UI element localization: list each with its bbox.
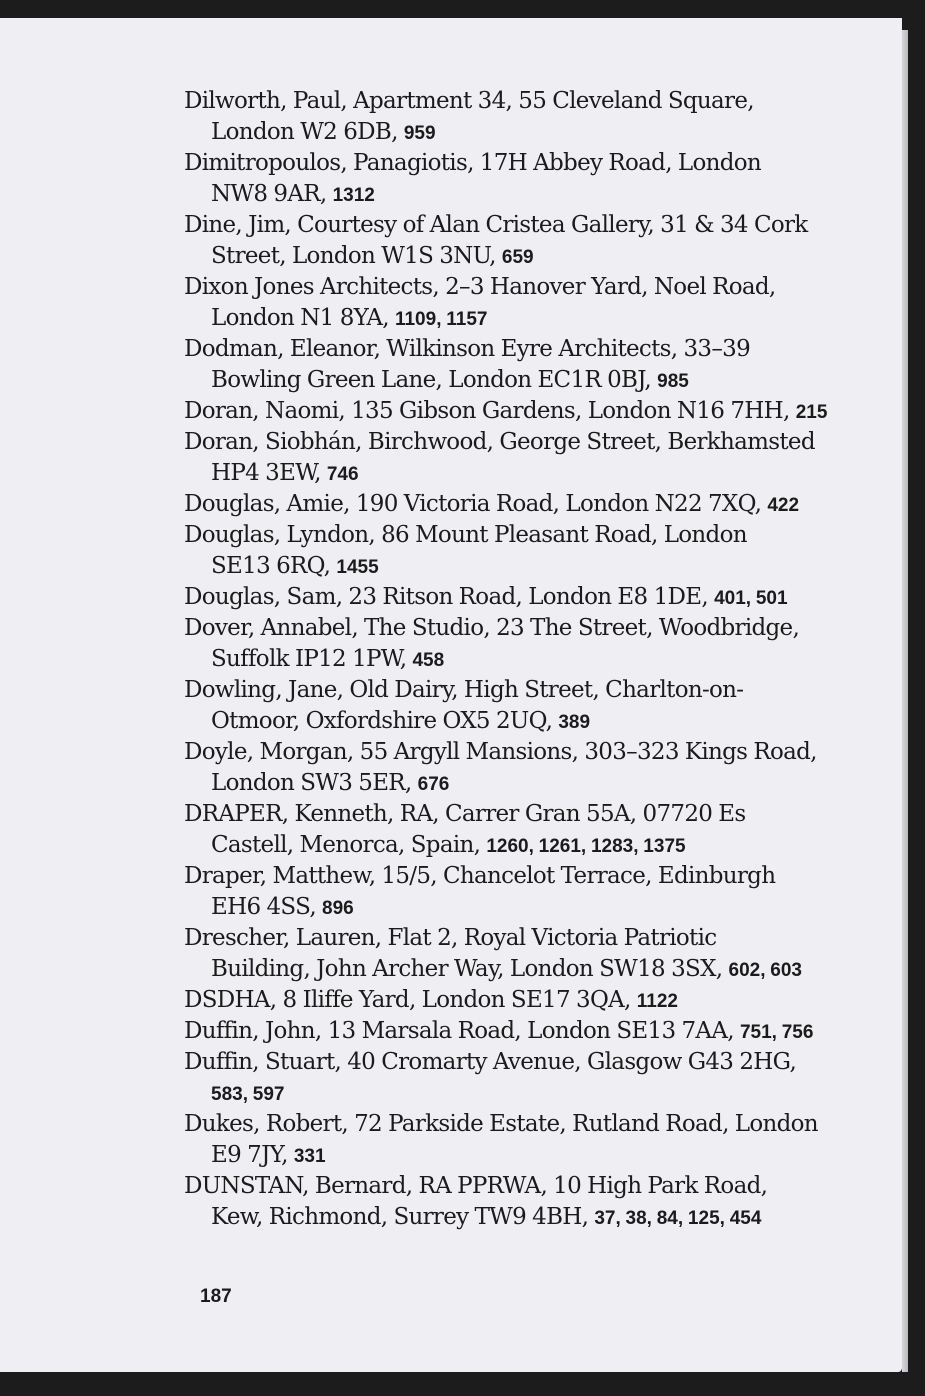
entry-continuation-line: [184, 1202, 804, 1233]
entry-text: Drescher, Lauren, Flat 2, Royal Victoria Patriotic: [184, 925, 717, 951]
entry-text: Suffolk IP12 1PW,: [211, 646, 413, 672]
entry-text: Draper, Matthew, 15/5, Chancelot Terrace, Edinburgh: [184, 863, 776, 889]
entry-line: [184, 86, 804, 117]
page-edge: [902, 30, 908, 1372]
index-entry: [184, 923, 804, 985]
entry-text: Dukes, Robert, 72 Parkside Estate, Rutland Road, London: [184, 1111, 818, 1137]
entry-text: Building, John Archer Way, London SW18 3SX,: [211, 956, 729, 982]
entry-continuation-line: [184, 458, 804, 489]
index-entry: [184, 210, 808, 272]
entry-text: DRAPER, Kenneth, RA, Carrer Gran 55A, 07720 Es: [184, 801, 746, 827]
entry-page-refs: 389: [558, 712, 591, 733]
entry-line: [184, 799, 804, 830]
page-number: 187: [200, 1286, 232, 1307]
entry-line: [184, 737, 817, 768]
index-entry: [184, 675, 804, 737]
entry-text: Douglas, Amie, 190 Victoria Road, London N22 7XQ,: [184, 491, 768, 517]
entry-line: [184, 1109, 818, 1140]
entry-text: Doran, Naomi, 135 Gibson Gardens, London N16 7HH,: [184, 398, 796, 424]
entry-page-refs: 659: [501, 247, 534, 268]
entry-page-refs: 1260, 1261, 1283, 1375: [486, 836, 686, 857]
entry-line: [184, 427, 815, 458]
index-entry: [184, 272, 804, 334]
index-entry: [184, 582, 804, 613]
entry-continuation-line: [184, 1078, 804, 1109]
entry-line: [184, 334, 804, 365]
entry-page-refs: 959: [403, 123, 436, 144]
index-entry: [184, 1171, 804, 1233]
entry-continuation-line: [184, 954, 804, 985]
entry-text: Douglas, Sam, 23 Ritson Road, London E8 1DE,: [184, 584, 715, 610]
entry-text: EH6 4SS,: [211, 894, 323, 920]
entry-line: [184, 1047, 804, 1078]
entry-continuation-line: [184, 365, 804, 396]
entry-continuation-line: [184, 179, 804, 210]
entry-page-refs: 1122: [636, 991, 678, 1012]
entry-line: [184, 861, 804, 892]
entry-text: Duffin, Stuart, 40 Cromarty Avenue, Glasgow G43 2HG,: [184, 1049, 797, 1075]
entry-page-refs: 746: [326, 464, 359, 485]
entry-text: London SW3 5ER,: [211, 770, 418, 796]
index-entry: [184, 613, 804, 675]
entry-page-refs: 401, 501: [714, 588, 788, 609]
entry-text: Douglas, Lyndon, 86 Mount Pleasant Road, London: [184, 522, 747, 548]
entry-text: Dilworth, Paul, Apartment 34, 55 Cleveland Square,: [184, 88, 754, 114]
entry-continuation-line: [184, 303, 804, 334]
entry-page-refs: 583, 597: [211, 1084, 285, 1105]
entry-line: [184, 985, 804, 1016]
entry-continuation-line: [184, 768, 804, 799]
entry-line: [184, 613, 804, 644]
entry-text: Castell, Menorca, Spain,: [211, 832, 487, 858]
entry-text: Dine, Jim, Courtesy of Alan Cristea Gallery, 31 & 34 Cork: [184, 212, 808, 238]
entry-line: [184, 1016, 814, 1047]
entry-continuation-line: [184, 1140, 804, 1171]
entry-page-refs: 37, 38, 84, 125, 454: [594, 1208, 762, 1229]
entry-page-refs: 985: [657, 371, 689, 392]
index-entry: [184, 1109, 818, 1171]
entry-text: Kew, Richmond, Surrey TW9 4BH,: [211, 1204, 595, 1230]
entry-line: [184, 1171, 804, 1202]
entry-text: Doran, Siobhán, Birchwood, George Street, Berkhamsted: [184, 429, 815, 455]
index-entry: [184, 396, 828, 427]
entry-text: Dimitropoulos, Panagiotis, 17H Abbey Road, London: [184, 150, 762, 176]
index-entry: [184, 520, 804, 582]
entry-text: DSDHA, 8 Iliffe Yard, London SE17 3QA,: [184, 987, 637, 1013]
entry-page-refs: 331: [293, 1146, 326, 1167]
entry-page-refs: 676: [417, 774, 450, 795]
entry-text: Duffin, John, 13 Marsala Road, London SE13 7AA,: [184, 1018, 740, 1044]
entry-text: Dodman, Eleanor, Wilkinson Eyre Architects, 33–39: [184, 336, 751, 362]
index-entry: [184, 148, 804, 210]
entry-text: Doyle, Morgan, 55 Argyll Mansions, 303–323 Kings Road,: [184, 739, 817, 765]
entry-text: Street, London W1S 3NU,: [211, 243, 502, 269]
entry-line: [184, 148, 804, 179]
entry-text: HP4 3EW,: [211, 460, 327, 486]
entry-page-refs: 1109, 1157: [394, 309, 488, 330]
entry-continuation-line: [184, 830, 804, 861]
index-entry: [184, 985, 804, 1016]
entry-text: DUNSTAN, Bernard, RA PPRWA, 10 High Park Road,: [184, 1173, 768, 1199]
entry-continuation-line: [184, 644, 804, 675]
index-entry: [184, 861, 804, 923]
index-entry: [184, 86, 804, 148]
entry-page-refs: 422: [767, 495, 800, 516]
index-entry: [184, 427, 815, 489]
entry-text: London N1 8YA,: [211, 305, 395, 331]
entry-line: [184, 210, 808, 241]
entry-continuation-line: [184, 551, 804, 582]
entry-text: E9 7JY,: [211, 1142, 294, 1168]
entry-text: NW8 9AR,: [211, 181, 333, 207]
entry-continuation-line: [184, 892, 804, 923]
entry-line: [184, 520, 804, 551]
entry-text: Dowling, Jane, Old Dairy, High Street, Charlton-on-: [184, 677, 744, 703]
entry-text: Otmoor, Oxfordshire OX5 2UQ,: [211, 708, 559, 734]
index-entry: [184, 799, 804, 861]
entry-line: [184, 272, 804, 303]
entry-line: [184, 582, 804, 613]
entry-text: Dixon Jones Architects, 2–3 Hanover Yard, Noel Road,: [184, 274, 776, 300]
entry-continuation-line: [184, 117, 804, 148]
entry-page-refs: 1455: [336, 557, 379, 578]
index-entry: [184, 1047, 804, 1109]
entry-text: Dover, Annabel, The Studio, 23 The Street, Woodbridge,: [184, 615, 800, 641]
entry-continuation-line: [184, 241, 804, 272]
index-entry: [184, 489, 804, 520]
entry-page-refs: 896: [322, 898, 354, 919]
entry-text: Bowling Green Lane, London EC1R 0BJ,: [211, 367, 658, 393]
index-entry: [184, 1016, 814, 1047]
index-entry: [184, 334, 804, 396]
entry-page-refs: 602, 603: [728, 960, 802, 981]
entry-page-refs: 215: [795, 402, 828, 423]
entry-line: [184, 396, 828, 427]
index-list: [184, 86, 828, 1233]
entry-line: [184, 923, 804, 954]
entry-text: London W2 6DB,: [211, 119, 404, 145]
index-entry: [184, 737, 817, 799]
entry-line: [184, 489, 804, 520]
entry-line: [184, 675, 804, 706]
entry-page-refs: 751, 756: [739, 1022, 814, 1043]
entry-text: SE13 6RQ,: [211, 553, 337, 579]
entry-page-refs: 458: [412, 650, 445, 671]
entry-continuation-line: [184, 706, 804, 737]
entry-page-refs: 1312: [332, 185, 375, 206]
